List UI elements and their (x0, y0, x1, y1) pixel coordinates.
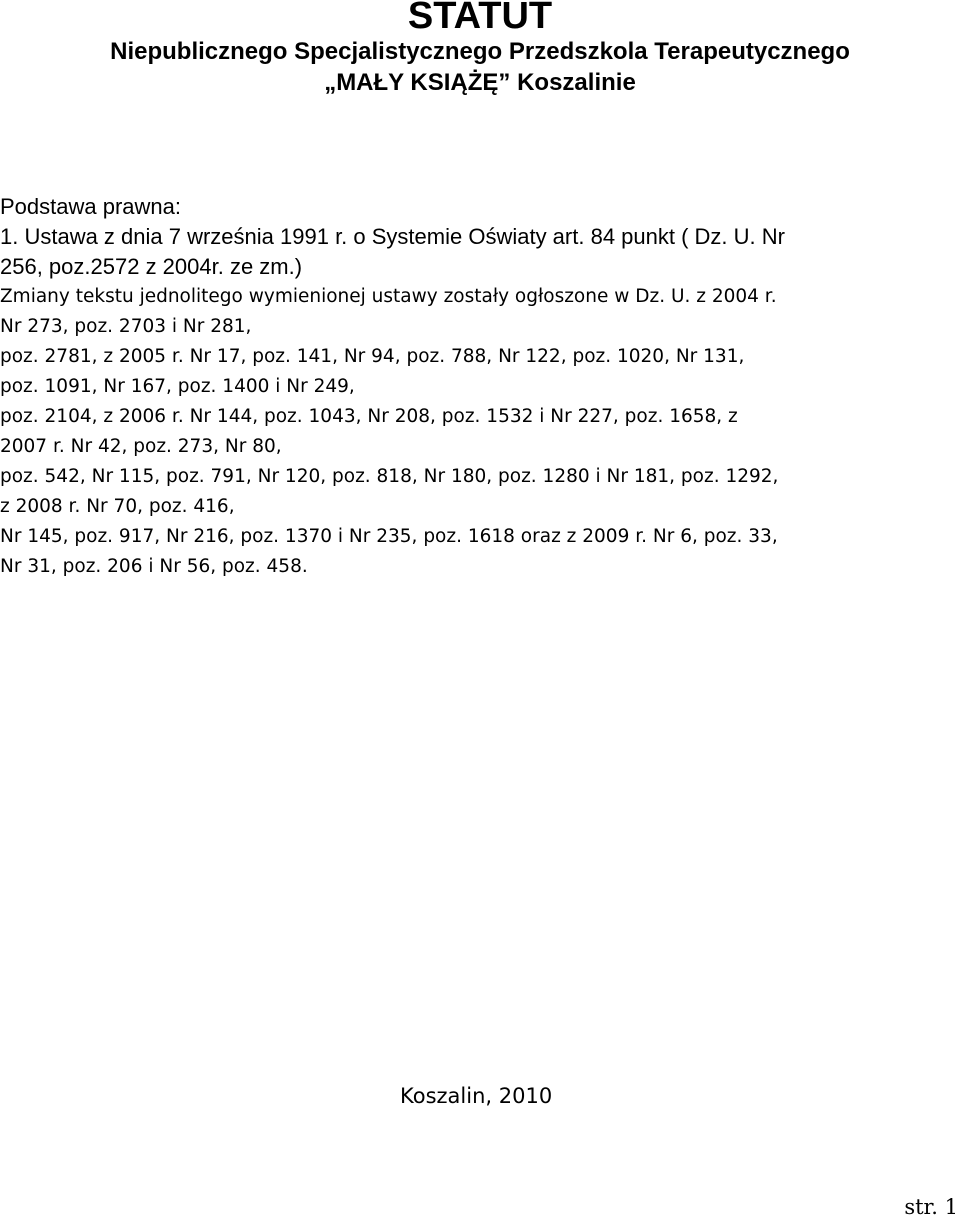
document-subtitle-line-1: Niepublicznego Specjalistycznego Przedszkola Terapeutycznego (110, 38, 850, 65)
legal-basis-line: 1. Ustawa z dnia 7 września 1991 r. o Systemie Oświaty art. 84 punkt ( Dz. U. Nr (0, 224, 785, 249)
legal-basis-line: Nr 145, poz. 917, Nr 216, poz. 1370 i Nr 235, poz. 1618 oraz z 2009 r. Nr 6, poz. 33, (0, 526, 778, 547)
place-and-date: Koszalin, 2010 (400, 1084, 553, 1108)
document-subtitle-line-2: „MAŁY KSIĄŻĘ” Koszalinie (324, 69, 636, 96)
page-number: str. 1 (904, 1195, 958, 1219)
legal-basis-line: Nr 31, poz. 206 i Nr 56, poz. 458. (0, 556, 308, 577)
legal-basis-line: Nr 273, poz. 2703 i Nr 281, (0, 316, 252, 337)
legal-basis-line: poz. 2781, z 2005 r. Nr 17, poz. 141, Nr 94, poz. 788, Nr 122, poz. 1020, Nr 131, (0, 346, 745, 367)
legal-basis-heading: Podstawa prawna: (0, 194, 181, 219)
legal-basis-line: 2007 r. Nr 42, poz. 273, Nr 80, (0, 436, 282, 457)
legal-basis-line: Zmiany tekstu jednolitego wymienionej ustawy zostały ogłoszone w Dz. U. z 2004 r. (0, 286, 777, 307)
document-title: STATUT (407, 0, 553, 37)
legal-basis-line: z 2008 r. Nr 70, poz. 416, (0, 496, 235, 517)
legal-basis-section (0, 192, 960, 582)
legal-basis-line: 256, poz.2572 z 2004r. ze zm.) (0, 254, 303, 279)
legal-basis-line: poz. 542, Nr 115, poz. 791, Nr 120, poz. 818, Nr 180, poz. 1280 i Nr 181, poz. 1292, (0, 466, 779, 487)
legal-basis-line: poz. 2104, z 2006 r. Nr 144, poz. 1043, Nr 208, poz. 1532 i Nr 227, poz. 1658, z (0, 406, 738, 427)
legal-basis-line: poz. 1091, Nr 167, poz. 1400 i Nr 249, (0, 376, 355, 397)
